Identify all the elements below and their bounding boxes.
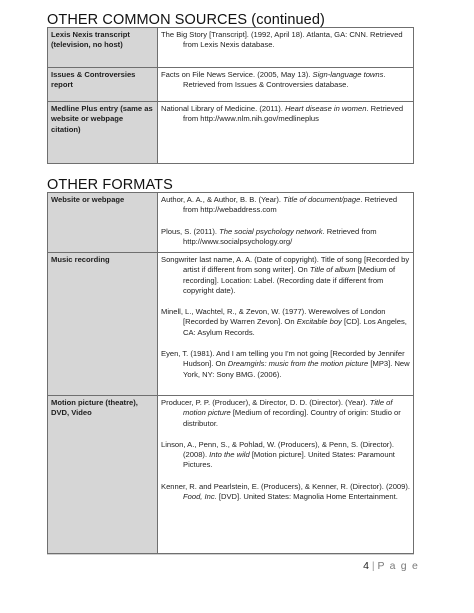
section-title-other-formats: OTHER FORMATS: [47, 177, 173, 193]
page-separator: |: [371, 560, 375, 572]
citation-entry: Eyen, T. (1981). And I am telling you I'm not going [Recorded by Jennifer Hudson]. On Dreamgirls: music from the motion picture [MP3]. New York, NY: Sony BMG. (2006).: [161, 349, 410, 379]
table-row: [48, 396, 414, 554]
table-row: [48, 28, 414, 68]
table-row: [48, 68, 414, 102]
citation-cell: [158, 28, 414, 68]
citation-entry: Songwriter last name, A. A. (Date of copyright). Title of song [Recorded by artist if different from song writer]. On Title of album [Medium of recording]. Location: Label. (Recording date if different from copyright date).: [161, 255, 410, 295]
page-footer: [363, 560, 419, 572]
citation-entry: Plous, S. (2011). The social psychology network. Retrieved from http://www.socialpsychology.org/: [161, 226, 377, 246]
citation-cell: [158, 396, 414, 554]
citation-entry: Facts on File News Service. (2005, May 13). Sign-language towns. Retrieved from Issues & Controversies database.: [161, 70, 386, 90]
citation-entry: Minell, L., Wachtel, R., & Zevon, W. (1977). Werewolves of London [Recorded by Warren Zevon]. On Excitable boy [CD]. Los Angeles, CA: Asylum Records.: [161, 307, 407, 337]
row-label: Medline Plus entry (same as website or webpage citation): [48, 102, 158, 164]
row-label: Lexis Nexis transcript (television, no host): [48, 28, 158, 68]
footer-divider: [47, 554, 414, 555]
citation-cell: [158, 102, 414, 164]
formats-table: [47, 192, 414, 554]
row-label: Motion picture (theatre), DVD, Video: [48, 396, 158, 554]
citation-entry: Producer, P. P. (Producer), & Director, D. D. (Director). (Year). Title of motion picture [Medium of recording]. Country of origin: Studio or distributor.: [161, 398, 401, 428]
row-label: Music recording: [48, 253, 158, 396]
citation-entry: Kenner, R. and Pearlstein, E. (Producers), & Kenner, R. (Director). (2009). Food, Inc. [DVD]. United States: Magnolia Home Entertainment.: [161, 481, 411, 502]
citation-cell: [158, 68, 414, 102]
row-label: Issues & Controversies report: [48, 68, 158, 102]
section-title-other-common-sources: OTHER COMMON SOURCES (continued): [47, 12, 325, 28]
citation-entry: The Big Story [Transcript]. (1992, April 18). Atlanta, GA: CNN. Retrieved from Lexis Nexis database.: [161, 30, 403, 50]
citation-entry: Author, A. A., & Author, B. B. (Year). Title of document/page. Retrieved from http://webaddress.com: [161, 195, 398, 215]
page-number: 4: [363, 560, 369, 572]
citation-cell: [158, 193, 414, 253]
page-word: P a g e: [377, 560, 419, 572]
table-row: [48, 102, 414, 164]
sources-table: [47, 27, 414, 164]
row-label: Website or webpage: [48, 193, 158, 253]
table-row: [48, 193, 414, 253]
citation-cell: [158, 253, 414, 396]
citation-entry: National Library of Medicine. (2011). Heart disease in women. Retrieved from http://www.nlm.nih.gov/medlineplus: [161, 104, 404, 124]
table-row: [48, 253, 414, 396]
citation-entry: Linson, A., Penn, S., & Pohlad, W. (Producers), & Penn, S. (Director). (2008). Into the wild [Motion picture]. United States: Paramount Pictures.: [161, 439, 395, 470]
